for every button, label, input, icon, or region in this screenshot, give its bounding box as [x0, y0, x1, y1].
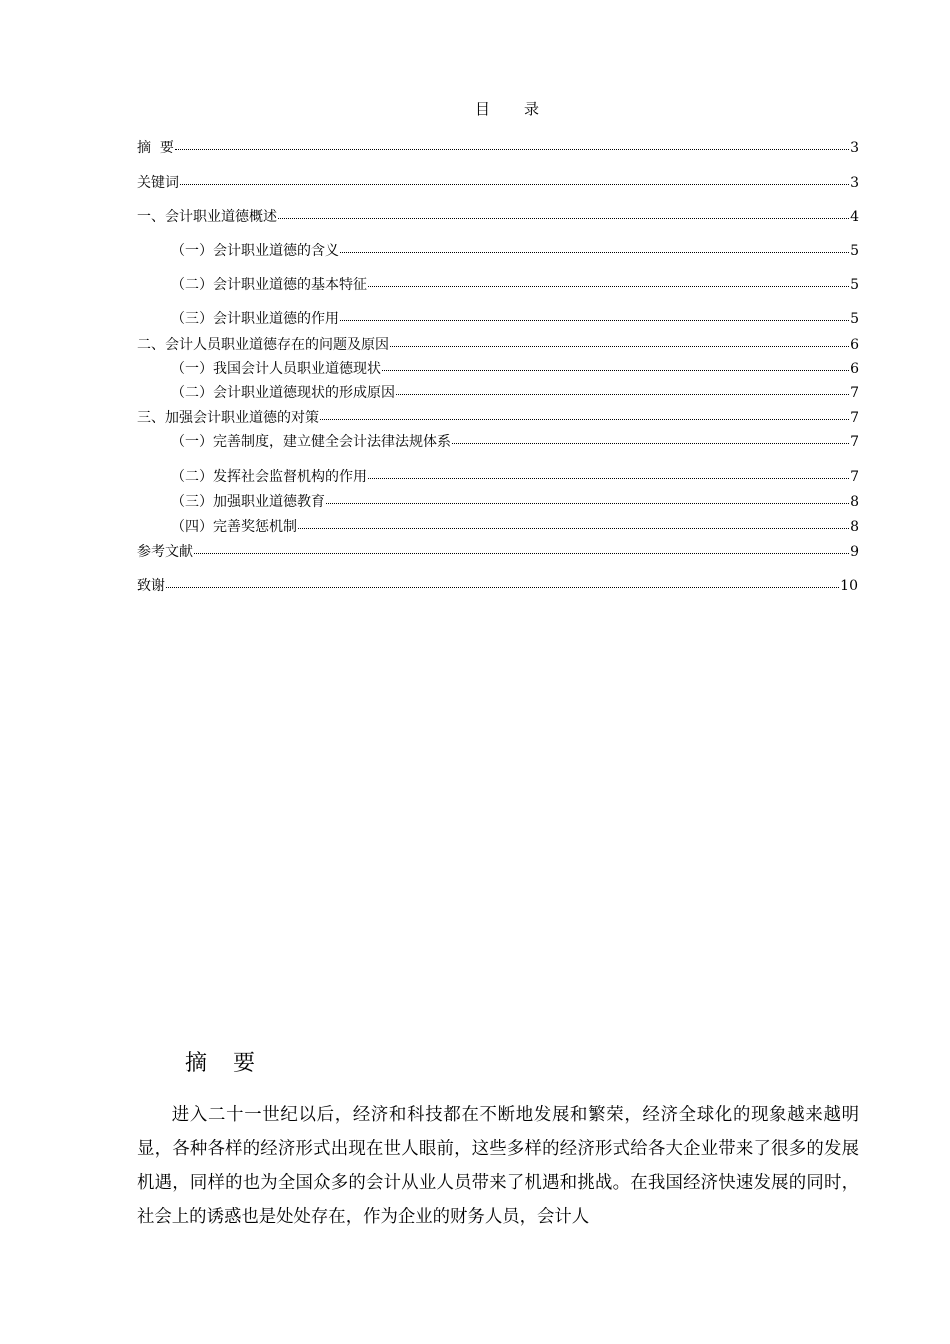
- toc-dot-leader: [278, 204, 849, 219]
- toc-entry[interactable]: [137, 407, 859, 427]
- abstract-heading-char: 要: [233, 1051, 256, 1076]
- toc-dot-leader: [340, 238, 849, 253]
- toc-entry-label: （一）完善制度，建立健全会计法律法规体系: [171, 434, 451, 450]
- toc-page-number: 9: [850, 544, 859, 560]
- toc-dot-leader: [320, 405, 849, 420]
- toc-entry[interactable]: [171, 516, 859, 536]
- toc-dot-leader: [326, 489, 849, 504]
- abstract-body: 进入二十一世纪以后，经济和科技都在不断地发展和繁荣，经济全球化的现象越来越明显，各种各样的经济形式出现在世人眼前，这些多样的经济形式给各大企业带来了很多的发展机遇，同样的也为全国众多的会计从业人员带来了机遇和挑战。在我国经济快速发展的同时，社会上的诱惑也是处处存在，作为企业的财务人员，会计人: [137, 1105, 859, 1227]
- toc-page-number: 7: [850, 385, 859, 401]
- toc-dot-leader: [166, 573, 839, 588]
- toc-dot-leader: [340, 306, 849, 321]
- toc-page-number: 6: [850, 337, 859, 353]
- toc-entry[interactable]: [171, 358, 859, 378]
- toc-dot-leader: [175, 135, 849, 150]
- toc-dot-leader: [396, 380, 849, 395]
- toc-entry-label: （三）会计职业道德的作用: [171, 311, 339, 327]
- abstract-heading: [185, 1046, 255, 1077]
- toc-title: [0, 98, 950, 119]
- toc-entry[interactable]: [137, 137, 859, 157]
- toc-entry-label: （三）加强职业道德教育: [171, 494, 325, 510]
- toc-entry[interactable]: [137, 206, 859, 226]
- toc-page-number: 5: [850, 311, 859, 327]
- toc-entry[interactable]: [137, 541, 859, 561]
- toc-page-number: 3: [850, 140, 859, 156]
- toc-entry-label: 关键词: [137, 175, 179, 191]
- toc-entry[interactable]: [137, 334, 859, 354]
- toc-title-char: 目: [474, 100, 490, 118]
- toc-entry-label: 摘 要: [137, 140, 174, 156]
- toc-dot-leader: [368, 272, 849, 287]
- toc-dot-leader: [194, 539, 849, 554]
- toc-entry[interactable]: [171, 431, 859, 451]
- toc-entry[interactable]: [171, 466, 859, 486]
- toc-entry-label: 三、加强会计职业道德的对策: [137, 410, 319, 426]
- toc-entry[interactable]: [171, 274, 859, 294]
- toc-dot-leader: [382, 356, 849, 371]
- toc-entry-label: 致谢: [137, 578, 165, 594]
- toc-entry[interactable]: [171, 308, 859, 328]
- toc-page-number: 8: [850, 494, 859, 510]
- toc-dot-leader: [452, 429, 849, 444]
- toc-entry-label: 一、会计职业道德概述: [137, 209, 277, 225]
- toc-dot-leader: [298, 514, 849, 529]
- abstract-heading-char: 摘: [185, 1051, 208, 1076]
- toc-page-number: 6: [850, 361, 859, 377]
- toc-page-number: 7: [850, 434, 859, 450]
- toc-entry[interactable]: [171, 382, 859, 402]
- toc-dot-leader: [180, 170, 849, 185]
- toc-page-number: 10: [840, 578, 858, 594]
- toc-entry[interactable]: [137, 172, 859, 192]
- toc-entry-label: 参考文献: [137, 544, 193, 560]
- toc-dot-leader: [368, 464, 849, 479]
- toc-page-number: 8: [850, 519, 859, 535]
- toc-entry[interactable]: [171, 240, 859, 260]
- toc-entry-label: （一）我国会计人员职业道德现状: [171, 361, 381, 377]
- toc-entry-label: （一）会计职业道德的含义: [171, 243, 339, 259]
- toc-entry-label: （四）完善奖惩机制: [171, 519, 297, 535]
- toc-page-number: 7: [850, 469, 859, 485]
- toc-entry[interactable]: [137, 575, 858, 595]
- toc-page-number: 3: [850, 175, 859, 191]
- toc-entry-label: （二）会计职业道德现状的形成原因: [171, 385, 395, 401]
- toc-page-number: 4: [850, 209, 859, 225]
- toc-entry-label: （二）发挥社会监督机构的作用: [171, 469, 367, 485]
- toc-entry[interactable]: [171, 491, 859, 511]
- toc-page-number: 5: [850, 277, 859, 293]
- toc-entry-label: （二）会计职业道德的基本特征: [171, 277, 367, 293]
- toc-dot-leader: [390, 332, 849, 347]
- toc-title-char: 录: [524, 100, 540, 118]
- toc-page-number: 5: [850, 243, 859, 259]
- toc-entry-label: 二、会计人员职业道德存在的问题及原因: [137, 337, 389, 353]
- toc-page-number: 7: [850, 410, 859, 426]
